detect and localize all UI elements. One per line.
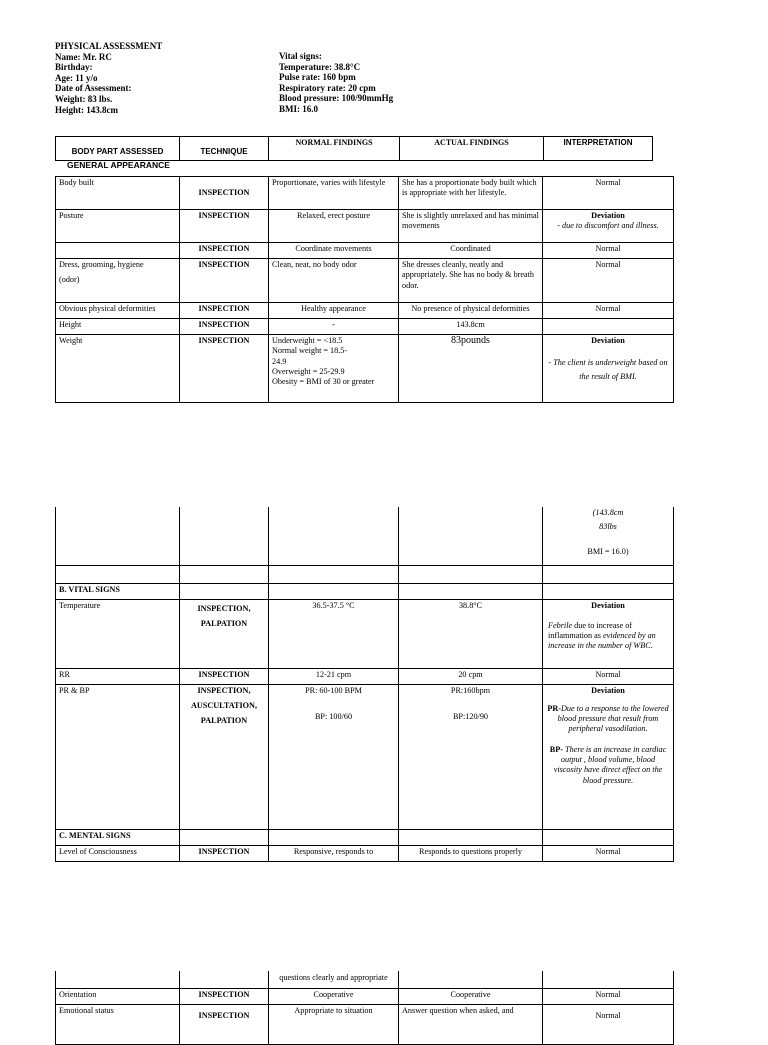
bmi-underweight: Underweight = <18.5	[272, 336, 343, 345]
part-dress-line1: Dress, grooming, hygiene	[59, 260, 144, 269]
cont-actual	[399, 507, 543, 565]
bmi-calc-weight: 83lbs	[599, 522, 617, 532]
blank-cell	[56, 565, 180, 583]
table-row	[56, 1004, 674, 1044]
normal-weight	[269, 335, 399, 403]
part-deform: Obvious physical deformities	[56, 303, 180, 319]
interp-weight-dash: -	[548, 358, 554, 368]
interp-posture	[543, 210, 674, 243]
tech-pr-bp	[180, 684, 269, 829]
cont-part	[56, 507, 180, 565]
normal-loc: Responsive, responds to	[269, 845, 399, 861]
tech-loc: INSPECTION	[180, 845, 269, 861]
normal-pr: PR: 60-100 BPM	[305, 685, 362, 695]
normal-pr-bp	[269, 684, 399, 829]
blank-cell	[543, 829, 674, 845]
tech-emotional: INSPECTION	[180, 1004, 269, 1044]
interp-body-built: Normal	[543, 177, 674, 210]
vital-bp: Blood pressure: 100/90mmHg	[279, 93, 394, 104]
normal-height: -	[269, 319, 399, 335]
part-body-built: Body built	[56, 177, 180, 210]
part-rr: RR	[56, 668, 180, 684]
tech-orientation: INSPECTION	[180, 988, 269, 1004]
table-row	[56, 259, 674, 303]
table-row	[56, 507, 674, 565]
interp-pr-bp-title: Deviation	[591, 685, 625, 695]
actual-loc: Responds to questions properly	[399, 845, 543, 861]
interp-bp	[546, 745, 670, 786]
cont-normal	[269, 507, 399, 565]
table-row	[56, 565, 674, 583]
bmi-normal-cont: 24.9	[272, 356, 287, 366]
part-height: Height	[56, 319, 180, 335]
table-row	[56, 684, 674, 829]
interp-temperature	[543, 599, 674, 668]
interp-temp-cause: due to increase of inflammation as	[548, 620, 633, 641]
actual-orientation: Cooperative	[399, 988, 543, 1004]
normal-orientation: Cooperative	[269, 988, 399, 1004]
actual-pr: PR:160bpm	[450, 685, 491, 695]
cont-actual	[399, 971, 543, 988]
tech-deform: INSPECTION	[180, 303, 269, 319]
vitals-title: Vital signs:	[279, 51, 322, 61]
interp-pr	[546, 704, 670, 735]
actual-dress: She dresses cleanly, neatly and appropriately. She has no body & breath odor.	[399, 259, 543, 303]
blank-cell	[180, 565, 269, 583]
table-row	[56, 845, 674, 861]
interp-temperature-title: Deviation	[591, 600, 625, 610]
doc-title: PHYSICAL ASSESSMENT	[55, 41, 163, 51]
interp-loc: Normal	[543, 845, 674, 861]
actual-height: 143.8cm	[399, 319, 543, 335]
blank-cell	[543, 583, 674, 599]
tech-pr-bp-2: AUSCULTATION,	[190, 700, 258, 710]
actual-rr: 20 cpm	[399, 668, 543, 684]
interp-posture-title: Deviation	[591, 211, 625, 220]
interp-pr-bp	[543, 684, 674, 829]
cont-interp	[543, 971, 674, 988]
table-row	[56, 210, 674, 243]
assessment-date: Date of Assessment:	[55, 83, 132, 94]
table-row	[56, 668, 674, 684]
tech-rr: INSPECTION	[180, 668, 269, 684]
part-dress	[56, 259, 180, 303]
blank-cell	[180, 583, 269, 599]
interp-posture-note: - due to discomfort and illness.	[557, 221, 659, 231]
cont-part	[56, 971, 180, 988]
blank-cell	[399, 829, 543, 845]
tech-temperature	[180, 599, 269, 668]
part-temperature: Temperature	[56, 599, 180, 668]
part-dress-line2: (odor)	[59, 275, 80, 285]
interp-height	[543, 319, 674, 335]
interp-rr: Normal	[543, 668, 674, 684]
part-weight: Weight	[56, 335, 180, 403]
vital-signs-table	[55, 507, 674, 862]
blank-cell	[399, 565, 543, 583]
blank-cell	[269, 583, 399, 599]
col-interpretation: INTERPRETATION	[544, 137, 653, 161]
tech-weight: INSPECTION	[180, 335, 269, 403]
interp-coord: Normal	[543, 243, 674, 259]
actual-temperature: 38.8°C	[399, 599, 543, 668]
normal-loc-cont: questions clearly and appropriate	[269, 971, 399, 988]
normal-coord: Coordinate movements	[269, 243, 399, 259]
patient-age: Age: 11 y/o	[55, 72, 98, 83]
patient-weight: Weight: 83 lbs.	[55, 93, 113, 104]
interp-weight-text: The client is underweight based on the result of BMI.	[553, 358, 668, 382]
tech-height: INSPECTION	[180, 319, 269, 335]
part-emotional: Emotional status	[56, 1004, 180, 1044]
vital-temperature: Temperature: 38.8°C	[279, 61, 361, 72]
part-posture: Posture	[56, 210, 180, 243]
col-body-part: BODY PART ASSESSED	[56, 137, 180, 161]
bmi-overweight: Overweight = 25-29.9	[272, 366, 345, 376]
interp-weight-title: Deviation	[591, 336, 625, 345]
tech-temperature-2: PALPATION	[200, 618, 248, 628]
actual-posture: She is slightly unrelaxed and has minimal movements	[399, 210, 543, 243]
bmi-obesity: Obesity = BMI of 30 or greater	[272, 377, 375, 387]
patient-name: Name: Mr. RC	[55, 51, 112, 62]
interp-weight	[543, 335, 674, 403]
normal-dress: Clean, neat, no body odor	[269, 259, 399, 303]
actual-emotional: Answer question when asked, and	[399, 1004, 543, 1044]
tech-temperature-1: INSPECTION,	[197, 603, 251, 613]
interp-temperature-note	[546, 621, 670, 652]
table-row	[56, 599, 674, 668]
vital-respiratory: Respiratory rate: 20 cpm	[279, 82, 376, 93]
bp-label: BP-	[549, 744, 563, 754]
table-row	[56, 177, 674, 210]
normal-posture: Relaxed, erect posture	[269, 210, 399, 243]
table-row	[56, 243, 674, 259]
mental-signs-table	[55, 971, 674, 1045]
actual-pr-bp	[399, 684, 543, 829]
table-row	[56, 829, 674, 845]
part-loc: Level of Consciousness	[56, 845, 180, 861]
normal-deform: Healthy appearance	[269, 303, 399, 319]
interp-temp-evidence: evidenced by an increase in the number of WBC.	[548, 631, 656, 651]
tech-coord: INSPECTION	[180, 243, 269, 259]
part-orientation: Orientation	[56, 988, 180, 1004]
table-row	[56, 971, 674, 988]
tech-pr-bp-3: PALPATION	[200, 716, 248, 726]
section-vital-signs: B. VITAL SIGNS	[56, 583, 180, 599]
cont-tech	[180, 507, 269, 565]
blank-cell	[180, 829, 269, 845]
general-appearance-table	[55, 176, 674, 403]
vital-pulse: Pulse rate: 160 bpm	[279, 72, 356, 83]
section-mental-signs: C. MENTAL SIGNS	[56, 829, 180, 845]
interp-deform: Normal	[543, 303, 674, 319]
interp-weight-note	[546, 356, 670, 384]
normal-temperature: 36.5-37.5 °C	[269, 599, 399, 668]
interp-febrile: Febrile	[548, 620, 573, 630]
patient-info	[55, 41, 162, 115]
part-coord	[56, 243, 180, 259]
vital-signs-summary	[279, 51, 393, 115]
col-normal-findings: NORMAL FINDINGS	[269, 137, 400, 161]
blank-cell	[399, 583, 543, 599]
col-actual-findings: ACTUAL FINDINGS	[400, 137, 544, 161]
tech-posture: INSPECTION	[180, 210, 269, 243]
table-row	[56, 583, 674, 599]
patient-height: Height: 143.8cm	[55, 104, 118, 115]
bmi-normal: Normal weight = 18.5-	[272, 346, 348, 356]
tech-body-built: INSPECTION	[180, 177, 269, 210]
table-row	[56, 335, 674, 403]
pr-label: PR-	[547, 703, 561, 713]
normal-emotional: Appropriate to situation	[269, 1004, 399, 1044]
pr-note: Due to a response to the lowered blood pressure that result from peripheral vasodilation.	[557, 703, 669, 734]
vital-bmi: BMI: 16.0	[279, 103, 318, 114]
interp-dress: Normal	[543, 259, 674, 303]
normal-bp: BP: 100/60	[314, 711, 353, 721]
col-technique: TECHNIQUE	[180, 137, 269, 161]
part-pr-bp: PR & BP	[56, 684, 180, 829]
interp-emotional: Normal	[543, 1004, 674, 1044]
blank-cell	[543, 565, 674, 583]
table-row	[56, 988, 674, 1004]
cont-tech	[180, 971, 269, 988]
bp-note: There is an increase in cardiac output , blood volume, blood viscosity have direct effect on the blood pressure.	[553, 744, 667, 785]
actual-body-built: She has a proportionate body built which is appropriate with her lifestyle.	[399, 177, 543, 210]
normal-rr: 12-21 cpm	[269, 668, 399, 684]
section-general-appearance: GENERAL APPEARANCE	[67, 160, 170, 170]
tech-pr-bp-1: INSPECTION,	[197, 685, 251, 695]
tech-dress: INSPECTION	[180, 259, 269, 303]
actual-coord: Coordinated	[399, 243, 543, 259]
bmi-calc-result: BMI = 16.0)	[587, 546, 629, 556]
normal-body-built: Proportionate, varies with lifestyle	[269, 177, 399, 210]
bmi-calc-height: (143.8cm	[592, 508, 624, 517]
bmi-calc	[543, 507, 674, 565]
interp-orientation: Normal	[543, 988, 674, 1004]
actual-weight: 83pounds	[399, 335, 543, 403]
column-header-table	[55, 136, 653, 161]
blank-cell	[269, 565, 399, 583]
actual-bp: BP:120/90	[452, 711, 489, 721]
table-row	[56, 319, 674, 335]
patient-birthday: Birthday:	[55, 62, 93, 73]
actual-deform: No presence of physical deformities	[399, 303, 543, 319]
table-row	[56, 303, 674, 319]
blank-cell	[269, 829, 399, 845]
